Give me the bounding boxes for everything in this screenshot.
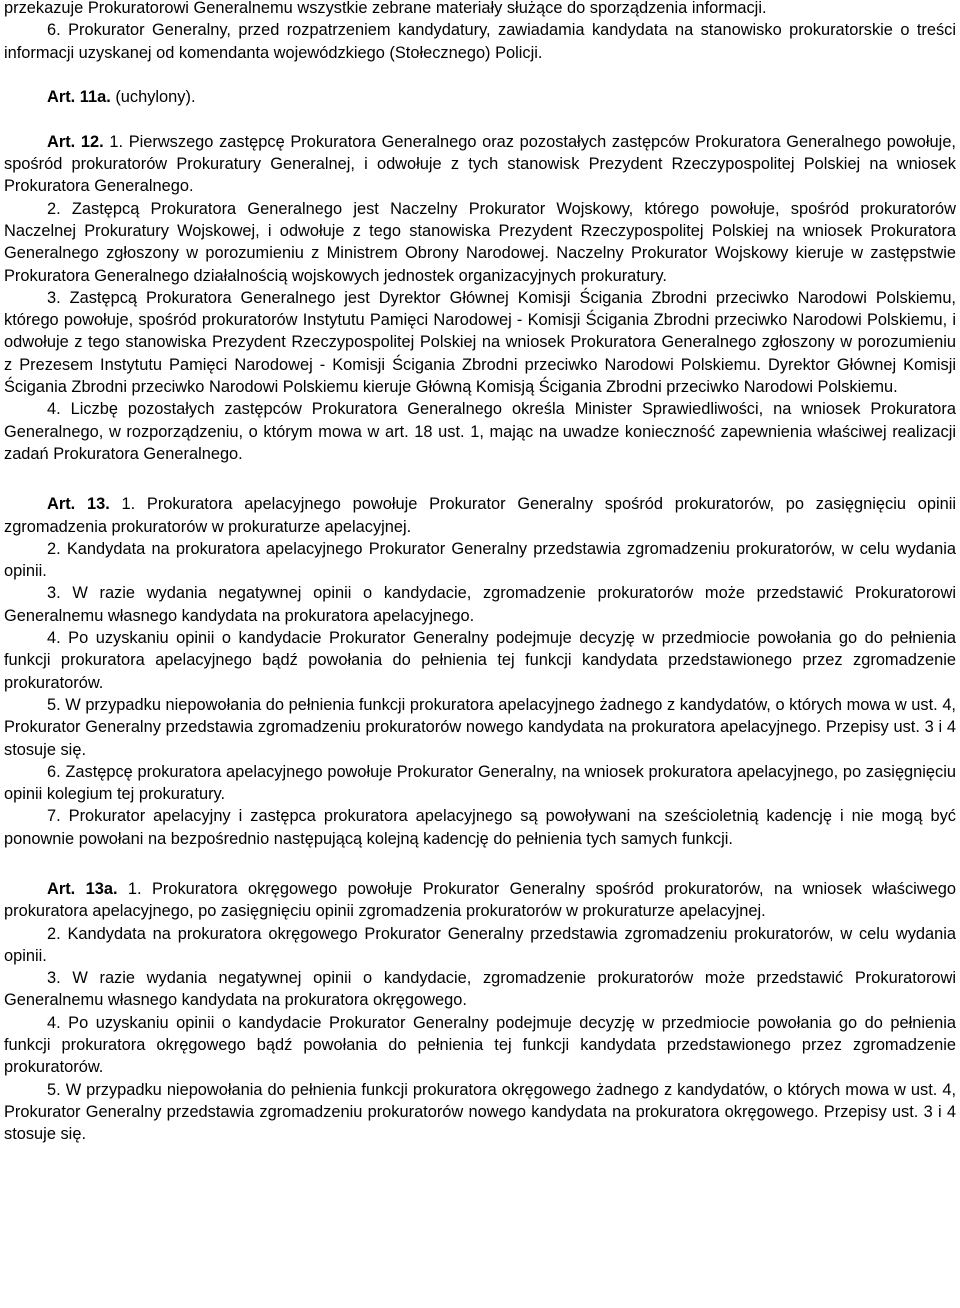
article-12-paragraph-1 — [4, 131, 956, 198]
article-13-paragraph-1 — [4, 493, 956, 538]
article-12-paragraph-4: 4. Liczbę pozostałych zastępców Prokuratora Generalnego określa Minister Sprawiedliwości, na wniosek Prokuratora Generalnego, w rozporządzeniu, o którym mowa w art. 18 ust. 1, mając na uwadze konieczność zapewnienia właściwej realizacji zadań Prokuratora Generalnego. — [4, 400, 956, 463]
article-11a — [4, 86, 956, 108]
article-heading: Art. 11a. — [47, 88, 111, 107]
article-text: 1. Prokuratora okręgowego powołuje Prokurator Generalny spośród prokuratorów, na wniosek właściwego prokuratora apelacyjnego, po zasięgnięciu opinii zgromadzenia prokuratorów w prokuraturze apelacyjnej. — [4, 879, 956, 921]
article-13-paragraph-4: 4. Po uzyskaniu opinii o kandydacie Prokurator Generalny podejmuje decyzję w przedmiocie powołania go do pełnienia funkcji prokuratora apelacyjnego bądź powołania do pełnienia tej funkcji kandydata przedstawionego przez zgromadzenie prokuratorów. — [4, 629, 956, 692]
article-13-paragraph-7: 7. Prokurator apelacyjny i zastępca prokuratora apelacyjnego są powoływani na sześcioletnią kadencję i nie mogą być ponownie powołani na bezpośrednio następującą kolejną kadencję do pełnienia tych samych funkcji. — [4, 807, 956, 848]
article-13a-paragraph-2: 2. Kandydata na prokuratora okręgowego Prokurator Generalny przedstawia zgromadzeniu prokuratorów, w celu wydania opinii. — [4, 924, 956, 965]
article-13a-paragraph-5: 5. W przypadku niepowołania do pełnienia funkcji prokuratora okręgowego żadnego z kandydatów, o których mowa w ust. 4, Prokurator Generalny przedstawia zgromadzeniu prokuratorów nowego kandydata na prokuratora okręgowego. Przepisy ust. 3 i 4 stosuje się. — [4, 1080, 956, 1144]
article-13-paragraph-5: 5. W przypadku niepowołania do pełnienia funkcji prokuratora apelacyjnego żadnego z kandydatów, o których mowa w ust. 4, Prokurator Generalny przedstawia zgromadzeniu prokuratorów nowego kandydata na prokuratora apelacyjnego. Przepisy ust. 3 i 4 stosuje się. — [4, 695, 956, 759]
article-text: (uchylony). — [110, 88, 196, 107]
article-12-paragraph-2: 2. Zastępcą Prokuratora Generalnego jest Naczelny Prokurator Wojskowy, którego powołuje, spośród prokuratorów Naczelnej Prokuratury Wojskowej, i odwołuje z tego stanowiska Prezydent Rzeczypospolitej Polskiej na wniosek Prokuratora Generalnego zgłoszony w porozumieniu z Ministrem Obrony Narodowej. Naczelny Prokurator Wojskowy kieruje w zastępstwie Prokuratora Generalnego działalnością wojskowych jednostek organizacyjnych prokuratury. — [4, 199, 956, 285]
article-heading: Art. 12. — [47, 132, 104, 151]
article-13a-paragraph-3: 3. W razie wydania negatywnej opinii o kandydacie, zgromadzenie prokuratorów może przedstawić Prokuratorowi Generalnemu własnego kandydata na prokuratora okręgowego. — [4, 969, 956, 1010]
paragraph-continued: przekazuje Prokuratorowi Generalnemu wszystkie zebrane materiały służące do sporządzenia informacji. — [4, 0, 767, 17]
article-text: 1. Pierwszego zastępcę Prokuratora Generalnego oraz pozostałych zastępców Prokuratora Generalnego powołuje, spośród prokuratorów Prokuratury Generalnej, i odwołuje z tych stanowisk Prezydent Rzeczypospolitej Polskiej na wniosek Prokuratora Generalnego. — [4, 132, 956, 196]
document-body — [4, 0, 956, 1146]
article-heading: Art. 13a. — [47, 879, 118, 898]
article-13-paragraph-6: 6. Zastępcę prokuratora apelacyjnego powołuje Prokurator Generalny, na wniosek prokuratora apelacyjnego, po zasięgnięciu opinii kolegium tej prokuratury. — [4, 762, 956, 804]
article-12-paragraph-3: 3. Zastępcą Prokuratora Generalnego jest Dyrektor Głównej Komisji Ścigania Zbrodni przeciwko Narodowi Polskiemu, którego powołuje, spośród prokuratorów Instytutu Pamięci Narodowej - Komisji Ścigania Zbrodni przeciwko Narodowi Polskiemu, i odwołuje z tego stanowiska Prezydent Rzeczypospolitej Polskiej na wniosek Prokuratora Generalnego zgłoszony w porozumieniu z Prezesem Instytutu Pamięci Narodowej - Komisji Ścigania Zbrodni przeciwko Narodowi Polskiemu. Dyrektor Głównej Komisji Ścigania Zbrodni przeciwko Narodowi Polskiemu kieruje Główną Komisją Ścigania Zbrodni przeciwko Narodowi Polskiemu. — [4, 288, 956, 397]
article-13-paragraph-2: 2. Kandydata na prokuratora apelacyjnego Prokurator Generalny przedstawia zgromadzeniu prokuratorów, w celu wydania opinii. — [4, 539, 956, 581]
article-13a-paragraph-1 — [4, 878, 956, 923]
article-heading: Art. 13. — [47, 495, 110, 514]
article-text: 1. Prokuratora apelacyjnego powołuje Prokurator Generalny spośród prokuratorów, po zasięgnięciu opinii zgromadzenia prokuratorów w prokuraturze apelacyjnej. — [4, 495, 956, 536]
paragraph-6: 6. Prokurator Generalny, przed rozpatrzeniem kandydatury, zawiadamia kandydata na stanowisko prokuratorskie o treści informacji uzyskanej od komendanta wojewódzkiego (Stołecznego) Policji. — [4, 21, 956, 62]
article-13a-paragraph-4: 4. Po uzyskaniu opinii o kandydacie Prokurator Generalny podejmuje decyzję w przedmiocie powołania go do pełnienia funkcji prokuratora okręgowego bądź powołania do pełnienia tej funkcji kandydata przedstawionego przez zgromadzenie prokuratorów. — [4, 1013, 956, 1077]
article-13-paragraph-3: 3. W razie wydania negatywnej opinii o kandydacie, zgromadzenie prokuratorów może przedstawić Prokuratorowi Generalnemu własnego kandydata na prokuratora apelacyjnego. — [4, 584, 956, 625]
